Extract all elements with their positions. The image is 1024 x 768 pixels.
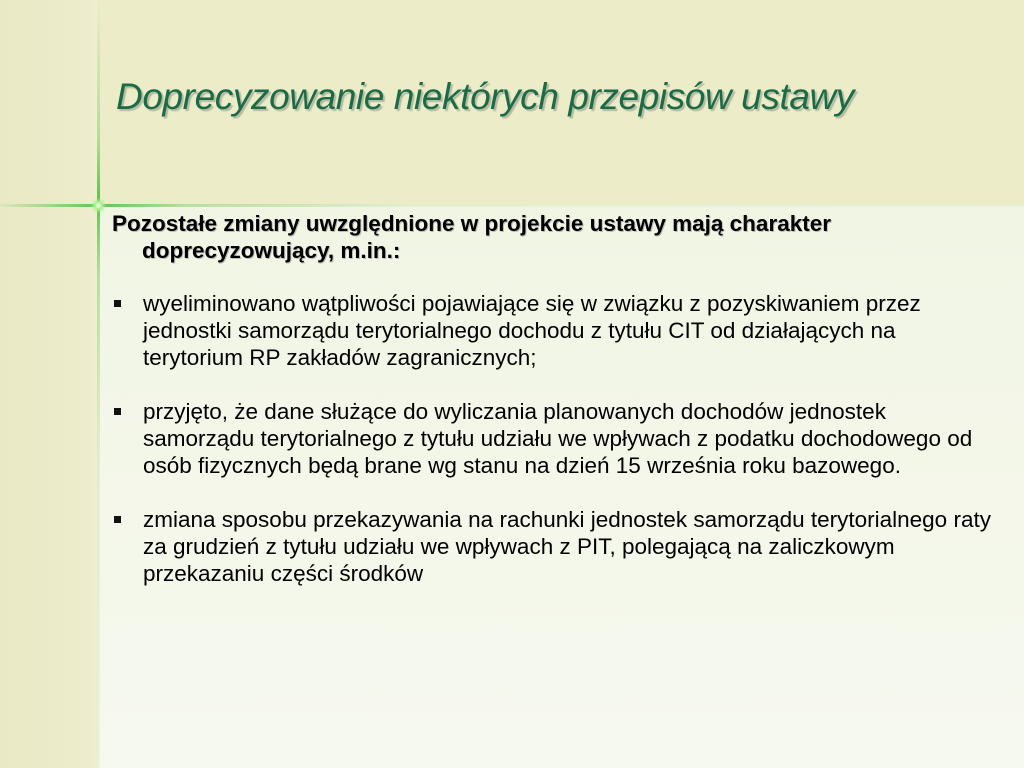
bullet-text: wyeliminowano wątpliwości pojawiające się w związku z pozyskiwaniem przez jednostki samorządu terytorialnego dochodu z tytułu CIT od działających na terytorium RP zakładów zagranicznych;	[143, 291, 921, 370]
slide-body	[112, 210, 992, 614]
sparkle-icon	[91, 198, 106, 213]
vertical-accent-line	[97, 0, 100, 768]
intro-text: Pozostałe zmiany uwzględnione w projekcie ustawy mają charakter doprecyzowujący, m.in.:	[112, 211, 831, 263]
bullet-text: zmiana sposobu przekazywania na rachunki jednostek samorządu terytorialnego raty za grudzień z tytułu udziału we wpływach z PIT, polegającą na zaliczkowym przekazaniu części środków	[143, 507, 991, 586]
slide-title: Doprecyzowanie niektórych przepisów ustawy	[116, 76, 854, 117]
square-bullet-icon	[114, 516, 121, 523]
horizontal-accent-line	[0, 204, 1024, 207]
bullet-list	[112, 290, 992, 587]
left-decor-band	[0, 0, 98, 768]
bullet-item-1	[112, 290, 992, 371]
square-bullet-icon	[114, 408, 121, 415]
bullet-item-2	[112, 398, 992, 479]
bullet-item-3	[112, 506, 992, 587]
bullet-text: przyjęto, że dane służące do wyliczania planowanych dochodów jednostek samorządu terytorialnego z tytułu udziału we wpływach z podatku dochodowego od osób fizycznych będą brane wg stanu na dzień 15 września roku bazowego.	[143, 399, 973, 478]
square-bullet-icon	[114, 300, 121, 307]
